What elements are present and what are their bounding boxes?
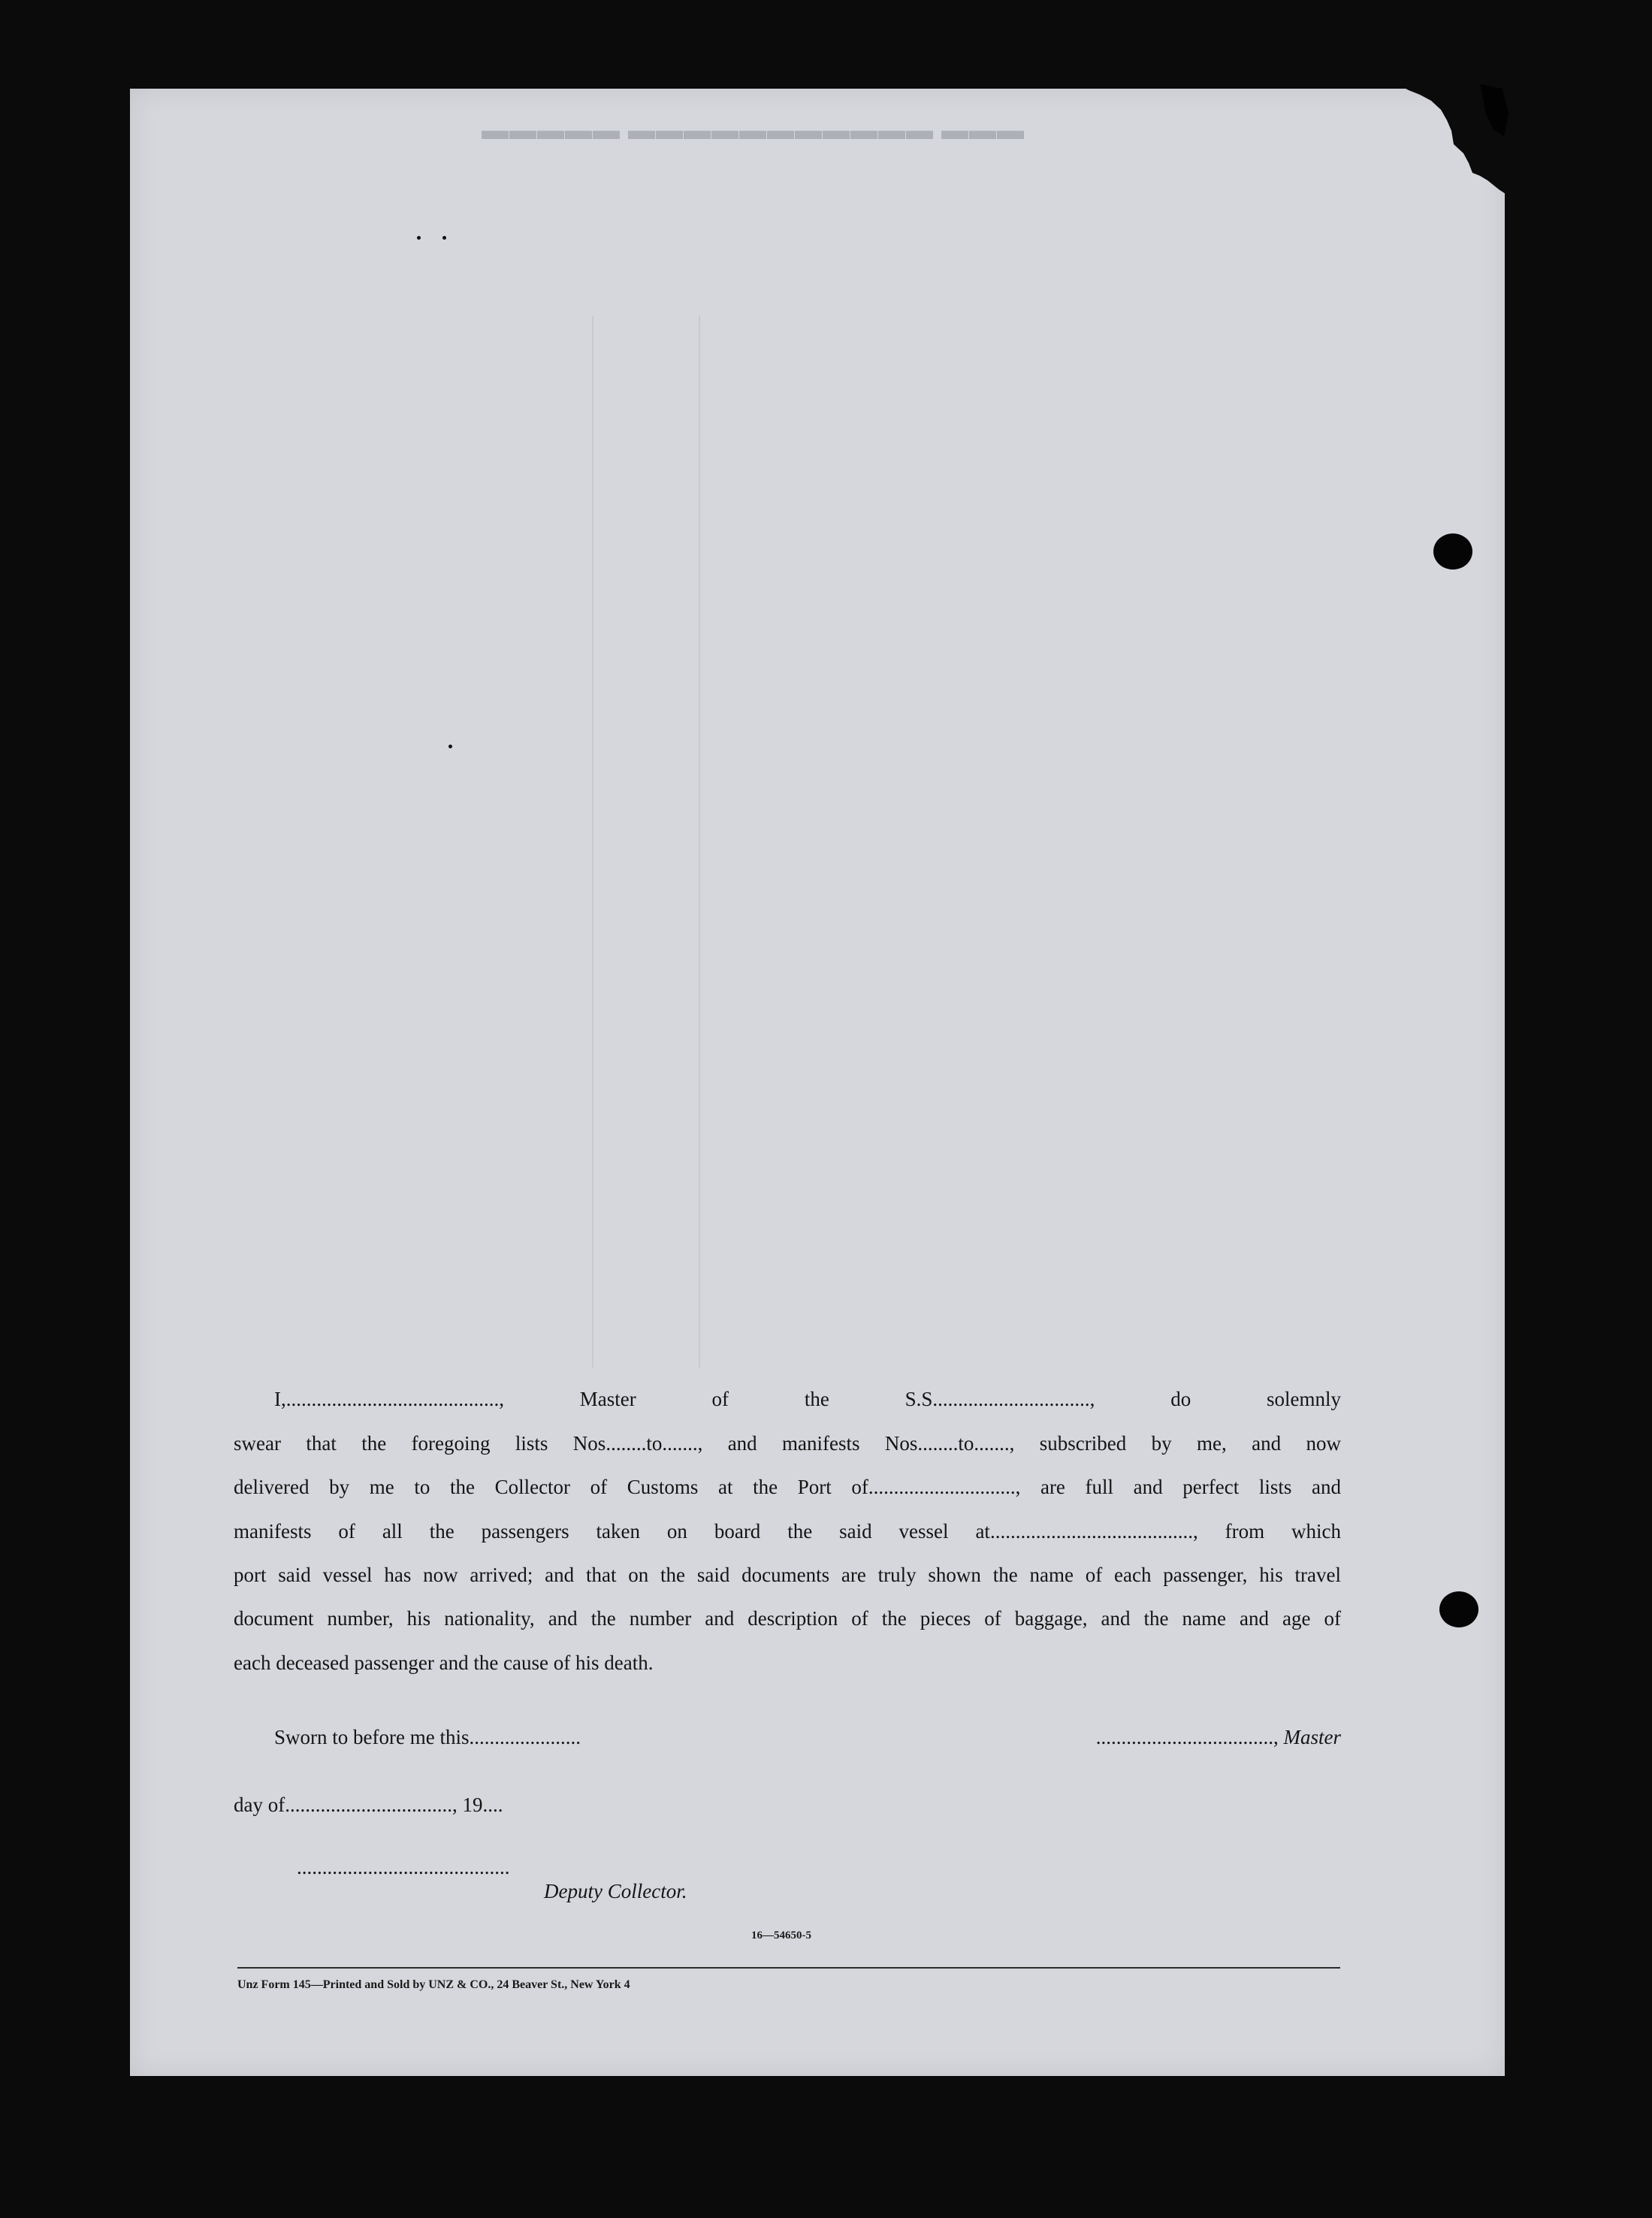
torn-corner-mark [1397,84,1510,197]
master-signature-dots: ..................................., [1095,1726,1279,1748]
form-number: 16—54650-5 [751,1929,811,1942]
day-of-date-field: day of................................., 19.... [234,1793,503,1816]
oath-text-line: manifests of all the passengers taken on board the said vessel at........................................, from which [234,1520,1341,1543]
punch-hole [1433,533,1472,570]
sworn-date-field: Sworn to before me this...................... [274,1726,581,1748]
bleed-through-column-rule [699,316,700,1367]
bleed-through-header-mark: ▬▬▬ ▬▬▬▬▬▬▬▬▬▬▬ ▬▬▬▬▬ [481,115,1024,145]
deputy-collector-label: Deputy Collector. [544,1880,687,1902]
oath-text-line: each deceased passenger and the cause of his death. [234,1651,654,1674]
printer-imprint: Unz Form 145—Printed and Sold by UNZ & CO., 24 Beaver St., New York 4 [237,1978,630,1991]
footer-divider [237,1967,1340,1969]
oath-text-line: delivered by me to the Collector of Customs at the Port of............................., are full and perfect lists and [234,1476,1341,1498]
dust-speck [442,236,446,240]
dust-speck [448,745,452,748]
oath-text-line: I,.........................................., Master of the S.S..............................., do solemnly [274,1388,1341,1410]
master-signature-field [900,1724,1341,1750]
oath-text-line: port said vessel has now arrived; and that on the said documents are truly shown the name of each passenger, his travel [234,1564,1341,1586]
oath-text-line: document number, his nationality, and the number and description of the pieces of baggage, and the name and age of [234,1607,1341,1630]
master-label: Master [1278,1726,1341,1748]
deputy-collector-signature-dots: .......................................... [297,1856,510,1878]
manifest-form-sheet [130,89,1505,2076]
dust-speck [417,236,421,240]
oath-text-line: swear that the foregoing lists Nos........to......., and manifests Nos........to......., subscribed by me, and now [234,1432,1341,1455]
bleed-through-column-rule [592,316,593,1367]
punch-hole [1439,1591,1478,1627]
